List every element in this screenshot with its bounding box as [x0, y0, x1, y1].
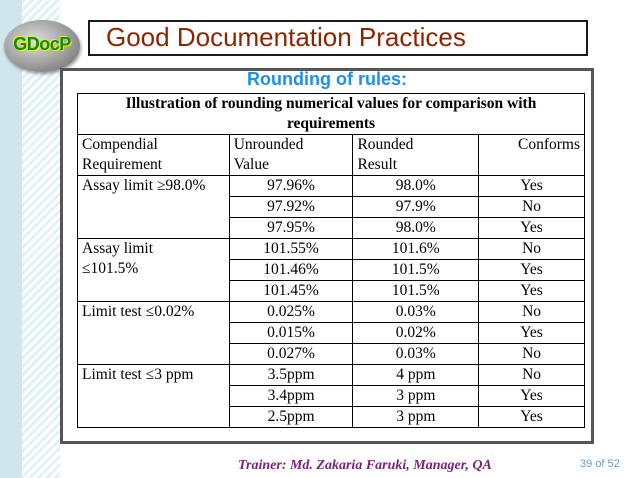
conforms-cell: No	[479, 197, 585, 218]
caption-line1: Illustration of rounding numerical values for comparison with	[125, 95, 537, 112]
requirement-line1: Assay limit	[82, 240, 154, 257]
unrounded-cell: 97.96%	[229, 176, 353, 197]
conforms-cell: No	[479, 239, 585, 260]
table-row	[78, 239, 585, 260]
conforms-cell: Yes	[479, 386, 585, 407]
header-unrounded-line2: Value	[233, 156, 269, 173]
requirement-cell	[78, 365, 230, 428]
conforms-cell: Yes	[479, 176, 585, 197]
requirement-line1: Assay limit ≥98.0%	[82, 177, 206, 194]
header-requirement	[78, 135, 230, 176]
table-row	[78, 176, 585, 197]
unrounded-cell: 97.95%	[229, 218, 353, 239]
unrounded-cell: 3.5ppm	[229, 365, 353, 386]
rounded-cell: 3 ppm	[353, 407, 479, 428]
slide-title: Good Documentation Practices	[106, 22, 466, 52]
header-unrounded-line1: Unrounded	[233, 136, 304, 153]
rounded-cell: 101.5%	[353, 281, 479, 302]
rounded-cell: 98.0%	[353, 218, 479, 239]
gdocp-logo	[4, 20, 80, 72]
unrounded-cell: 101.55%	[229, 239, 353, 260]
rounded-cell: 101.6%	[353, 239, 479, 260]
left-decor-band	[0, 0, 22, 478]
header-rounded	[353, 135, 479, 176]
header-conforms: Conforms	[479, 135, 585, 176]
rounded-cell: 101.5%	[353, 260, 479, 281]
unrounded-cell: 97.92%	[229, 197, 353, 218]
conforms-cell: Yes	[479, 260, 585, 281]
requirement-line2: ≤101.5%	[82, 260, 139, 277]
rounded-cell: 0.03%	[353, 344, 479, 365]
table-row	[78, 302, 585, 323]
requirement-cell	[78, 176, 230, 239]
rounded-cell: 4 ppm	[353, 365, 479, 386]
conforms-cell: No	[479, 344, 585, 365]
conforms-cell: Yes	[479, 218, 585, 239]
rounded-cell: 0.03%	[353, 302, 479, 323]
unrounded-cell: 0.025%	[229, 302, 353, 323]
page-total: of 52	[595, 458, 620, 470]
table-caption	[78, 94, 585, 135]
table-caption-row	[78, 94, 585, 135]
conforms-cell: Yes	[479, 323, 585, 344]
conforms-cell: No	[479, 302, 585, 323]
header-unrounded	[229, 135, 353, 176]
unrounded-cell: 101.46%	[229, 260, 353, 281]
rounded-cell: 0.02%	[353, 323, 479, 344]
rounded-cell: 3 ppm	[353, 386, 479, 407]
header-requirement-line1: Compendial	[82, 136, 158, 153]
conforms-cell: Yes	[479, 407, 585, 428]
unrounded-cell: 3.4ppm	[229, 386, 353, 407]
conforms-cell: No	[479, 365, 585, 386]
page-current: 39	[580, 458, 593, 470]
slide-footer: Trainer: Md. Zakaria Faruki, Manager, QA	[238, 458, 492, 473]
slide-subtitle: Rounding of rules:	[247, 69, 407, 89]
rounded-cell: 97.9%	[353, 197, 479, 218]
header-rounded-line2: Result	[357, 156, 398, 173]
header-requirement-line2: Requirement	[82, 156, 163, 173]
unrounded-cell: 0.015%	[229, 323, 353, 344]
rounding-table	[77, 93, 585, 428]
unrounded-cell: 2.5ppm	[229, 407, 353, 428]
table-row	[78, 365, 585, 386]
conforms-cell: Yes	[479, 281, 585, 302]
requirement-line1: Limit test ≤3 ppm	[82, 366, 194, 383]
unrounded-cell: 0.027%	[229, 344, 353, 365]
rounded-cell: 98.0%	[353, 176, 479, 197]
page-number	[580, 458, 620, 470]
unrounded-cell: 101.45%	[229, 281, 353, 302]
requirement-line1: Limit test ≤0.02%	[82, 303, 195, 320]
logo-text: GDocP	[13, 34, 71, 54]
requirement-cell	[78, 302, 230, 365]
table-header-row	[78, 135, 585, 176]
caption-line2: requirements	[286, 115, 376, 132]
header-rounded-line1: Rounded	[357, 136, 414, 153]
requirement-cell	[78, 239, 230, 302]
